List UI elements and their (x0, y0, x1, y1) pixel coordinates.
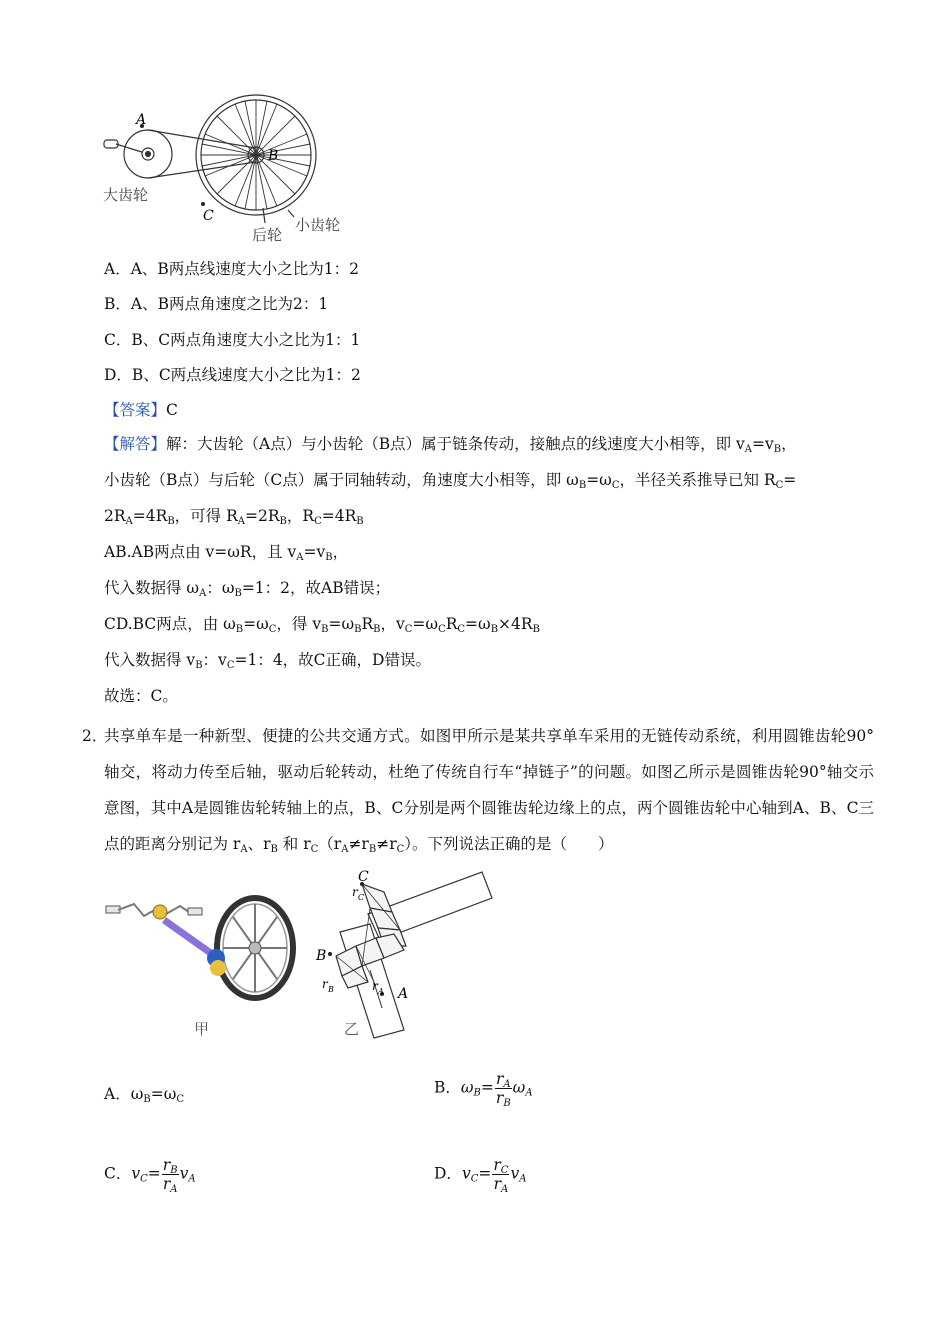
fig2-label-c: C (358, 869, 369, 885)
fig2-label-ra: r (372, 979, 378, 993)
svg-text:A: A (378, 987, 384, 996)
point-c-dot (201, 202, 205, 206)
fraction-rc-over-ra: $\frac{r_C}{r_A}$ (493, 1156, 509, 1195)
caption-small-gear: 小齿轮 (295, 216, 341, 234)
q1-option-b: B．A、B两点角速度之比为2：1 (104, 295, 329, 313)
caption-yi: 乙 (344, 1020, 360, 1038)
q2-option-d: D．$v_C=$ $\frac{r_C}{r_A}$ $v_A$ (434, 1156, 527, 1195)
caption-big-gear: 大齿轮 (103, 186, 149, 204)
label-c: C (203, 208, 214, 224)
fig2-label-rb: r (322, 977, 328, 991)
fig2-label-rc: r (352, 885, 358, 899)
caption-rear-wheel: 后轮 (252, 226, 283, 244)
caption-jia: 甲 (194, 1020, 210, 1038)
q2-number: 2． (82, 727, 108, 745)
answer-line (104, 399, 178, 421)
q2-option-b: B．$\omega_B=$ $\frac{r_A}{r_B}$ $\omega_A$ (434, 1070, 533, 1109)
q1-option-a: A．A、B两点线速度大小之比为1：2 (104, 260, 360, 278)
label-b: B (268, 148, 279, 164)
q1-option-d: D．B、C两点线速度大小之比为1：2 (104, 366, 361, 384)
svg-text:C: C (358, 893, 365, 902)
q2-stem: 共享单车是一种新型、便捷的公共交通方式。如图甲所示是某共享单车采用的无链传动系统，利用圆锥齿轮90°轴交，将动力传至后轴，驱动后轮转动，杜绝了传统自行车“掉链子”的问题。如图乙所示是圆锥齿轮90°轴交示意图，其中A是圆锥齿轮转轴上的点，B、C分别是两个圆锥齿轮边缘上的点，两个圆锥齿轮中心轴到A、B、C三点的距离分别记为 $r_A$、$r_B$ 和 $r_C(r_A\ne r_B\ne r_C)$。下列说法正确的是（ ） (104, 727, 874, 855)
label-a: A (136, 112, 147, 128)
conclusion: 故选：C。 (104, 687, 178, 705)
fig2-label-a: A (398, 986, 409, 1002)
svg-text:B: B (328, 985, 334, 994)
bevel-gear-figure (100, 862, 500, 1042)
fig2-label-b: B (316, 948, 327, 964)
analysis-tag: 【解答】 (104, 435, 167, 453)
point-b-dot-2 (328, 952, 332, 956)
fraction-rb-over-ra: $\frac{r_B}{r_A}$ (162, 1156, 178, 1195)
analysis-paragraph: 【解答】解：大齿轮（A点）与小齿轮（B点）属于链条传动，接触点的线速度大小相等，即 $v_A=v_B$， 小齿轮（B点）与后轮（C点）属于同轴转动，角速度大小相等，即 $\omega_B=\omega_C$，半径关系推导已知 $R_C=$ $2R_A=4R_B$，可得 $R_A=2R_B$，$R_C=4R_B$ AB.AB两点由 v=ωR，且 $v_A=v_B$， 代入数据得 $\omega_A$：$\omega_B=1$：2，故AB错误； CD.BC两点，由 $\omega_B=\omega_C$，得 $v_B=\omega_BR_B$，$v_C=\omega_CR_C=\omega_B\times 4R_B$ 代入数据得 $v_B$：$v_C=1$：4，故C正确，D错误。 故选：C。 (104, 435, 797, 705)
answer-tag: 【答案】 (104, 401, 167, 419)
q2-option-c: C．$v_C=$ $\frac{r_B}{r_A}$ $v_A$ (104, 1156, 196, 1195)
answer-value: C (166, 401, 178, 419)
q2-option-a: A．$\omega_B=\omega_C$ (104, 1085, 184, 1105)
q1-option-c: C．B、C两点角速度大小之比为1：1 (104, 331, 361, 349)
bicycle-chain-figure (100, 92, 355, 247)
fraction-ra-over-rb: $\frac{r_A}{r_B}$ (495, 1070, 511, 1109)
